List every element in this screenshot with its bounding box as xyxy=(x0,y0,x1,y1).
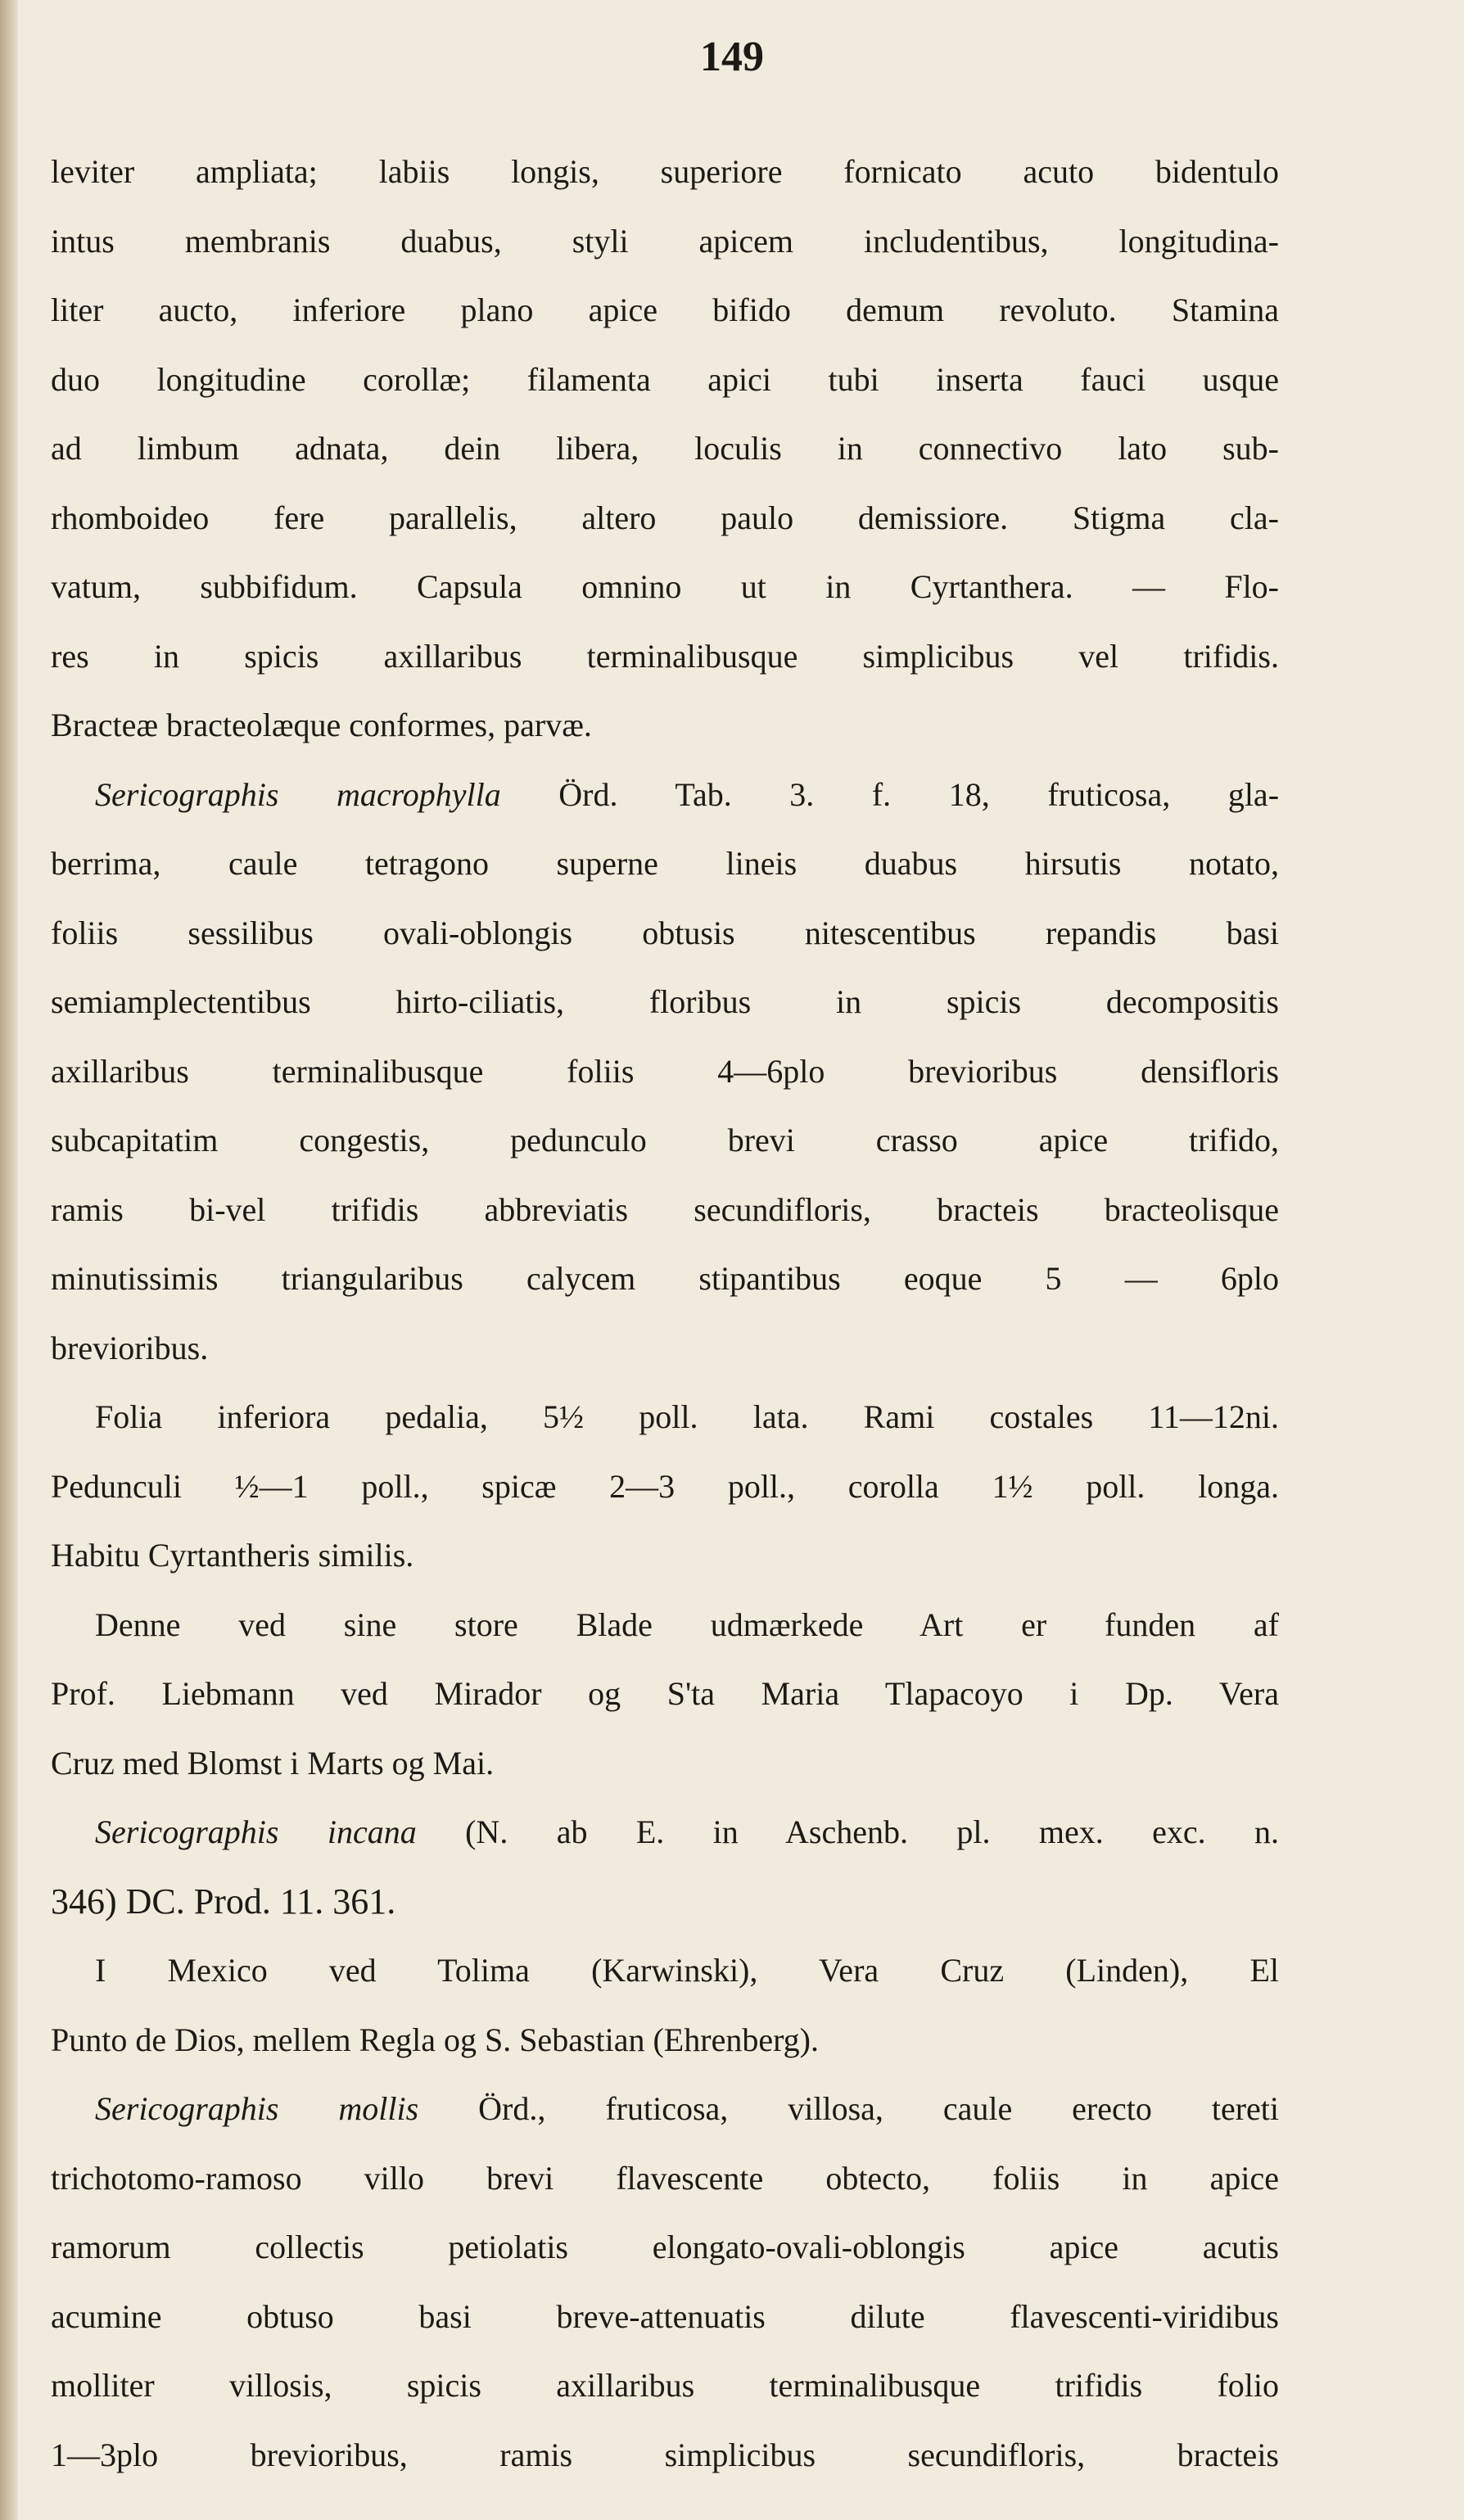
text-line: ramis bi-vel trifidis abbreviatis secundifloris, bracteis bracteolisque xyxy=(51,1190,1279,1228)
text-line: Punto de Dios, mellem Regla og S. Sebastian (Ehrenberg). xyxy=(51,2021,819,2058)
text-line: minutissimis triangularibus calycem stipantibus eoque 5 — 6plo xyxy=(51,1260,1279,1297)
species-name: Sericographis incana xyxy=(95,1813,417,1850)
text-line: ad limbum adnata, dein libera, loculis in connectivo lato sub- xyxy=(51,430,1279,467)
text-line: molliter villosis, spicis axillaribus terminalibusque trifidis folio xyxy=(51,2367,1279,2404)
text-line: duo longitudine corollæ; filamenta apici tubi inserta fauci usque xyxy=(51,360,1279,398)
page-spine-shadow xyxy=(0,0,18,2520)
text-span: (N. ab E. in Aschenb. pl. mex. exc. n. xyxy=(465,1813,1280,1850)
text-line: rhomboideo fere parallelis, altero paulo demissiore. Stigma cla- xyxy=(51,499,1279,536)
species-heading-line xyxy=(51,2075,1279,2144)
text-line: intus membranis duabus, styli apicem includentibus, longitudina- xyxy=(51,222,1279,260)
text-span: Örd. Tab. 3. f. 18, fruticosa, gla- xyxy=(558,775,1280,813)
species-name: Sericographis mollis xyxy=(95,2090,419,2127)
text-span: Örd., fruticosa, villosa, caule erecto tereti xyxy=(478,2090,1280,2127)
text-line: leviter ampliata; labiis longis, superiore fornicato acuto bidentulo xyxy=(51,153,1279,190)
text-line: Bracteæ bracteolæque conformes, parvæ. xyxy=(51,707,592,743)
text-line: liter aucto, inferiore plano apice bifido demum revoluto. Stamina xyxy=(51,291,1279,328)
text-line: vatum, subbifidum. Capsula omnino ut in Cyrtanthera. — Flo- xyxy=(51,568,1279,605)
body-text xyxy=(51,138,1279,2490)
text-line: Cruz med Blomst i Marts og Mai. xyxy=(51,1744,495,1782)
species-heading-line xyxy=(51,1798,1279,1867)
text-line: semiamplectentibus hirto-ciliatis, floribus in spicis decompositis xyxy=(51,983,1279,1020)
text-line: axillaribus terminalibusque foliis 4—6plo brevioribus densifloris xyxy=(51,1052,1279,1090)
page-number: 149 xyxy=(700,34,764,80)
text-line: res in spicis axillaribus terminalibusque simplicibus vel trifidis. xyxy=(51,637,1279,675)
text-line: Pedunculi ½—1 poll., spicæ 2—3 poll., corolla 1½ poll. longa. xyxy=(51,1467,1279,1505)
text-line: subcapitatim congestis, pedunculo brevi crasso apice trifido, xyxy=(51,1122,1279,1158)
text-line: Folia inferiora pedalia, 5½ poll. lata. Rami costales 11—12ni. xyxy=(95,1398,1279,1435)
text-line: foliis sessilibus ovali-oblongis obtusis nitescentibus repandis basi xyxy=(51,914,1279,951)
text-line: ramorum collectis petiolatis elongato-ovali-oblongis apice acutis xyxy=(51,2229,1279,2265)
text-line: 346) DC. Prod. 11. 361. xyxy=(51,1881,396,1922)
text-line: trichotomo-ramoso villo brevi flavescente obtecto, foliis in apice xyxy=(51,2159,1279,2197)
text-line: Prof. Liebmann ved Mirador og S'ta Maria Tlapacoyo i Dp. Vera xyxy=(51,1675,1279,1712)
text-line: brevioribus. xyxy=(51,1329,209,1366)
text-line: 1—3plo brevioribus, ramis simplicibus secundifloris, bracteis xyxy=(51,2436,1279,2473)
text-line: acumine obtuso basi breve-attenuatis dilute flavescenti-viridibus xyxy=(51,2297,1279,2335)
text-line: I Mexico ved Tolima (Karwinski), Vera Cruz (Linden), El xyxy=(95,1952,1279,1989)
species-name: Sericographis macrophylla xyxy=(95,775,501,813)
text-line: Habitu Cyrtantheris similis. xyxy=(51,1537,414,1574)
species-heading-line xyxy=(51,761,1279,830)
text-line: berrima, caule tetragono superne lineis duabus hirsutis notato, xyxy=(51,845,1279,882)
text-line: Denne ved sine store Blade udmærkede Art er funden af xyxy=(95,1605,1279,1643)
